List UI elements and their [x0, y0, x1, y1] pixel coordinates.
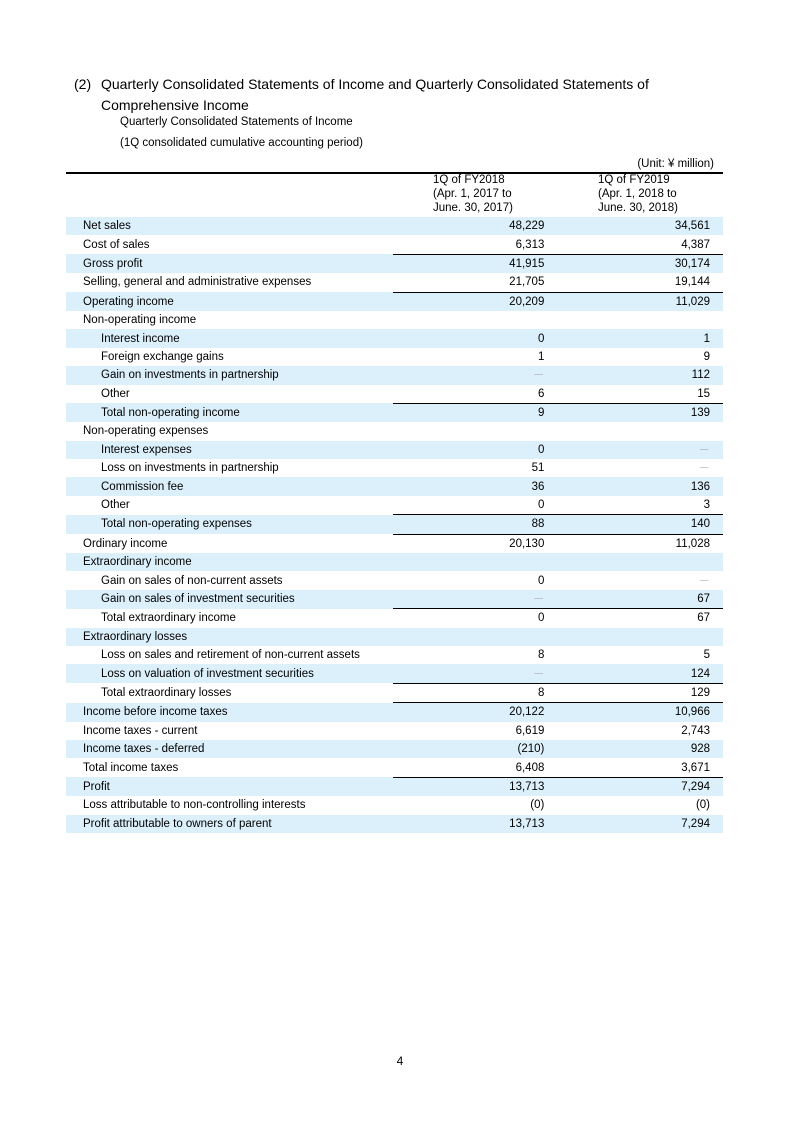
- column-header-line: 1Q of FY2019: [598, 174, 670, 186]
- period-label: (1Q consolidated cumulative accounting period): [120, 137, 363, 149]
- table-row: [66, 703, 723, 722]
- table-row: [66, 329, 723, 347]
- table-row: [66, 496, 723, 515]
- row-label: Total non-operating expenses: [66, 515, 393, 534]
- value-fy2018: 88: [393, 515, 557, 534]
- value-fy2018: 6,313: [515, 238, 545, 251]
- table-row: [66, 553, 723, 571]
- table-row: [66, 609, 723, 628]
- value-fy2019: 67: [556, 590, 723, 609]
- value-fy2018: [393, 311, 557, 329]
- value-fy2019: 67: [556, 609, 723, 628]
- table-row: [66, 217, 723, 235]
- table-row: [66, 441, 723, 459]
- value-fy2018: 0: [537, 499, 545, 512]
- value-fy2019: 15: [697, 387, 710, 400]
- row-label: Gain on sales of non-current assets: [101, 574, 283, 587]
- row-label: Extraordinary income: [66, 553, 393, 571]
- value-fy2019: 1: [556, 329, 723, 347]
- value-fy2018: －: [393, 664, 557, 683]
- section-number: (2): [74, 76, 92, 92]
- row-label: Gain on investments in partnership: [66, 366, 393, 384]
- column-header-fy2019: [598, 173, 678, 215]
- row-label: Total extraordinary income: [101, 612, 236, 625]
- row-label: Loss on sales and retirement of non-current assets: [101, 649, 360, 662]
- table-row: [66, 740, 723, 758]
- row-label: Total extraordinary losses: [101, 686, 232, 699]
- value-fy2018: 20,209: [393, 292, 557, 311]
- table-row: [66, 722, 723, 740]
- value-fy2019: 9: [703, 350, 710, 363]
- value-fy2019: 928: [556, 740, 723, 758]
- table-row: [66, 311, 723, 329]
- table-row: [66, 477, 723, 495]
- column-header-fy2018: [433, 173, 513, 215]
- value-fy2019: 7,294: [556, 815, 723, 833]
- value-fy2019: (0): [695, 799, 710, 812]
- row-label: Interest income: [66, 329, 393, 347]
- value-fy2019: 129: [556, 683, 723, 702]
- table-row: [66, 534, 723, 553]
- table-row: [66, 348, 723, 366]
- value-fy2019: 3: [703, 499, 710, 512]
- value-fy2018: 13,713: [393, 815, 557, 833]
- value-fy2018: (210): [393, 740, 557, 758]
- value-fy2018: 20,130: [393, 534, 557, 553]
- value-fy2018: 36: [393, 477, 557, 495]
- value-fy2019: －: [698, 575, 710, 588]
- row-label: Profit attributable to owners of parent: [66, 815, 393, 833]
- unit-label: (Unit: ¥ million): [637, 158, 714, 170]
- row-label: Loss on valuation of investment securities: [66, 664, 393, 683]
- value-fy2018: 41,915: [393, 254, 557, 273]
- row-label: Cost of sales: [83, 238, 150, 251]
- table-row: [66, 664, 723, 683]
- value-fy2018: －: [393, 366, 557, 384]
- value-fy2018: 1: [537, 350, 545, 363]
- value-fy2019: 30,174: [556, 254, 723, 273]
- value-fy2019: [556, 553, 723, 571]
- table-row: [66, 758, 723, 777]
- row-label: Gain on sales of investment securities: [66, 590, 393, 609]
- value-fy2018: 0: [537, 574, 545, 587]
- row-label: Income taxes - current: [83, 724, 198, 737]
- table-row: [66, 292, 723, 311]
- table-row: [66, 815, 723, 833]
- value-fy2019: 139: [556, 403, 723, 422]
- row-label: Extraordinary losses: [66, 628, 393, 646]
- row-label: Income taxes - deferred: [66, 740, 393, 758]
- table-row: [66, 459, 723, 477]
- column-header-line: June. 30, 2017): [433, 202, 513, 214]
- income-statement-table: [66, 217, 723, 833]
- row-label: Other: [101, 499, 130, 512]
- table-row: [66, 235, 723, 254]
- value-fy2019: [556, 628, 723, 646]
- value-fy2019: 4,387: [681, 238, 710, 251]
- value-fy2019: 34,561: [556, 217, 723, 235]
- value-fy2018: 51: [531, 462, 545, 475]
- value-fy2019: －: [698, 463, 710, 476]
- section-title: Quarterly Consolidated Statements of Income and Quarterly Consolidated Statements of Comprehensive Income: [101, 76, 649, 113]
- value-fy2019: 112: [556, 366, 723, 384]
- value-fy2019: 7,294: [556, 777, 723, 796]
- value-fy2019: [556, 422, 723, 440]
- row-label: Income before income taxes: [66, 703, 393, 722]
- value-fy2018: [393, 553, 557, 571]
- value-fy2018: 9: [393, 403, 557, 422]
- row-label: Operating income: [66, 292, 393, 311]
- value-fy2018: (0): [530, 799, 545, 812]
- value-fy2018: 13,713: [393, 777, 557, 796]
- table-row: [66, 515, 723, 534]
- value-fy2019: 5: [703, 649, 710, 662]
- value-fy2018: 0: [393, 329, 557, 347]
- value-fy2018: 6,408: [515, 761, 545, 774]
- value-fy2019: 10,966: [556, 703, 723, 722]
- value-fy2019: －: [556, 441, 723, 459]
- value-fy2018: 6,619: [515, 724, 545, 737]
- table-row: [66, 628, 723, 646]
- column-header-line: (Apr. 1, 2018 to: [598, 188, 677, 200]
- value-fy2018: 0: [393, 441, 557, 459]
- table-row: [66, 571, 723, 589]
- row-label: Non-operating expenses: [83, 425, 209, 438]
- table-row: [66, 683, 723, 702]
- row-label: Net sales: [66, 217, 393, 235]
- value-fy2018: －: [393, 590, 557, 609]
- value-fy2019: 136: [556, 477, 723, 495]
- row-label: Profit: [66, 777, 393, 796]
- value-fy2019: 11,029: [556, 292, 723, 311]
- value-fy2019: 11,028: [556, 534, 723, 553]
- table-row: [66, 403, 723, 422]
- value-fy2018: 8: [393, 683, 557, 702]
- table-row: [66, 254, 723, 273]
- row-label: Commission fee: [66, 477, 393, 495]
- column-header-line: 1Q of FY2018: [433, 174, 505, 186]
- value-fy2018: 8: [537, 649, 545, 662]
- table-row: [66, 422, 723, 440]
- row-label: Other: [101, 387, 130, 400]
- table-row: [66, 590, 723, 609]
- value-fy2018: 6: [537, 387, 545, 400]
- value-fy2018: [393, 628, 557, 646]
- value-fy2019: 2,743: [681, 724, 710, 737]
- statement-subtitle: Quarterly Consolidated Statements of Income: [120, 116, 353, 128]
- row-label: Total non-operating income: [66, 403, 393, 422]
- row-label: Gross profit: [66, 254, 393, 273]
- value-fy2019: [556, 311, 723, 329]
- row-label: Foreign exchange gains: [101, 350, 224, 363]
- page-number: 4: [396, 1054, 404, 1068]
- column-header-line: (Apr. 1, 2017 to: [433, 188, 512, 200]
- row-label: Selling, general and administrative expenses: [83, 276, 312, 289]
- value-fy2018: [393, 422, 557, 440]
- table-row: [66, 796, 723, 814]
- value-fy2019: 3,671: [681, 761, 710, 774]
- row-label: Interest expenses: [66, 441, 393, 459]
- table-row: [66, 646, 723, 664]
- row-label: Ordinary income: [83, 537, 168, 550]
- value-fy2018: 20,122: [393, 703, 557, 722]
- row-label: Loss on investments in partnership: [101, 462, 279, 475]
- column-header-line: June. 30, 2018): [598, 202, 678, 214]
- row-label: Non-operating income: [83, 314, 197, 327]
- value-fy2018: 0: [393, 609, 557, 628]
- value-fy2019: 19,144: [674, 276, 710, 289]
- row-label: Loss attributable to non-controlling interests: [83, 799, 306, 812]
- table-row: [66, 273, 723, 292]
- value-fy2018: 48,229: [393, 217, 557, 235]
- table-row: [66, 366, 723, 384]
- value-fy2019: 140: [556, 515, 723, 534]
- table-row: [66, 385, 723, 404]
- row-label: Total income taxes: [83, 761, 179, 774]
- table-row: [66, 777, 723, 796]
- value-fy2018: 21,705: [509, 276, 545, 289]
- value-fy2019: 124: [556, 664, 723, 683]
